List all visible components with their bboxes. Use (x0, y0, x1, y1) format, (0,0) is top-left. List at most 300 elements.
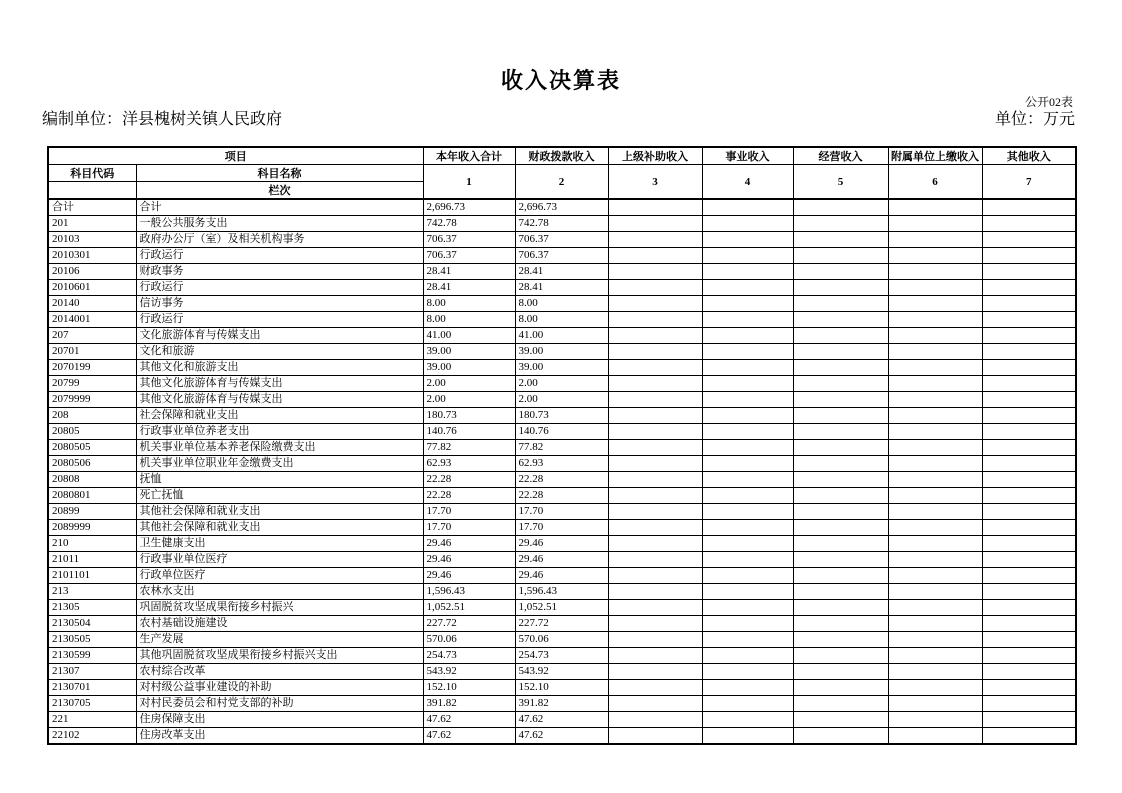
value-cell (608, 472, 702, 488)
subject-code-cell: 21011 (48, 552, 136, 568)
value-cell (608, 296, 702, 312)
table-body (48, 199, 1076, 744)
value-cell (982, 584, 1076, 600)
value-cell (793, 199, 888, 216)
value-cell: 2,696.73 (423, 199, 515, 216)
table-row (48, 472, 1076, 488)
header-subject-code: 科目代码 (48, 165, 136, 182)
table-row (48, 424, 1076, 440)
value-cell (888, 328, 982, 344)
subject-name-cell: 行政单位医疗 (136, 568, 423, 584)
value-cell (888, 424, 982, 440)
header-empty-cell (48, 182, 136, 200)
subject-code-cell: 2080505 (48, 440, 136, 456)
value-cell: 227.72 (423, 616, 515, 632)
value-cell: 62.93 (423, 456, 515, 472)
value-cell: 39.00 (515, 360, 608, 376)
subject-name-cell: 住房保障支出 (136, 712, 423, 728)
subject-code-cell: 20106 (48, 264, 136, 280)
subject-name-cell: 其他社会保障和就业支出 (136, 520, 423, 536)
subject-name-cell: 一般公共服务支出 (136, 216, 423, 232)
value-cell: 39.00 (515, 344, 608, 360)
value-cell: 706.37 (423, 248, 515, 264)
value-cell: 254.73 (515, 648, 608, 664)
value-cell (888, 632, 982, 648)
value-cell: 28.41 (515, 280, 608, 296)
value-cell (982, 199, 1076, 216)
value-cell: 28.41 (515, 264, 608, 280)
subject-code-cell: 213 (48, 584, 136, 600)
table-row (48, 360, 1076, 376)
value-cell: 742.78 (515, 216, 608, 232)
value-cell (608, 424, 702, 440)
value-cell: 77.82 (423, 440, 515, 456)
value-cell: 2,696.73 (515, 199, 608, 216)
table-row (48, 600, 1076, 616)
value-cell (793, 648, 888, 664)
value-cell: 29.46 (515, 536, 608, 552)
value-cell (608, 552, 702, 568)
value-cell (702, 232, 793, 248)
subject-name-cell: 巩固脱贫攻坚成果衔接乡村振兴 (136, 600, 423, 616)
header-col-index-6: 6 (888, 165, 982, 200)
value-cell (982, 408, 1076, 424)
value-cell (702, 376, 793, 392)
value-cell (608, 248, 702, 264)
value-cell (608, 600, 702, 616)
value-cell (608, 264, 702, 280)
value-cell (982, 616, 1076, 632)
unit-label: 单位：万元 (994, 111, 1075, 128)
subject-name-cell: 生产发展 (136, 632, 423, 648)
value-cell (982, 504, 1076, 520)
subject-name-cell: 抚恤 (136, 472, 423, 488)
value-cell (982, 440, 1076, 456)
table-row (48, 440, 1076, 456)
subject-code-cell: 210 (48, 536, 136, 552)
subject-name-cell: 住房改革支出 (136, 728, 423, 745)
value-cell: 140.76 (515, 424, 608, 440)
value-cell (982, 696, 1076, 712)
subject-name-cell: 文化和旅游 (136, 344, 423, 360)
value-cell (793, 536, 888, 552)
header-col-business-income: 经营收入 (793, 147, 888, 165)
header-col-fiscal-appropriation: 财政拨款收入 (515, 147, 608, 165)
value-cell: 543.92 (515, 664, 608, 680)
value-cell (793, 296, 888, 312)
value-cell (702, 520, 793, 536)
value-cell (608, 328, 702, 344)
value-cell (608, 376, 702, 392)
value-cell (888, 216, 982, 232)
value-cell (888, 344, 982, 360)
compiling-unit-label: 编制单位：洋县槐树关镇人民政府 (42, 111, 283, 128)
value-cell (888, 312, 982, 328)
value-cell (793, 728, 888, 745)
value-cell (608, 536, 702, 552)
header-col-index-3: 3 (608, 165, 702, 200)
value-cell (982, 600, 1076, 616)
subject-name-cell: 行政事业单位养老支出 (136, 424, 423, 440)
subject-code-cell: 207 (48, 328, 136, 344)
value-cell (793, 616, 888, 632)
subject-code-cell: 20701 (48, 344, 136, 360)
subject-code-cell: 21307 (48, 664, 136, 680)
value-cell (702, 632, 793, 648)
value-cell (608, 648, 702, 664)
value-cell (793, 584, 888, 600)
subject-name-cell: 其他巩固脱贫攻坚成果衔接乡村振兴支出 (136, 648, 423, 664)
subject-name-cell: 农林水支出 (136, 584, 423, 600)
value-cell (702, 440, 793, 456)
value-cell: 47.62 (515, 728, 608, 745)
value-cell (888, 552, 982, 568)
page-title: 收入决算表 (500, 68, 621, 93)
value-cell (888, 199, 982, 216)
value-cell: 39.00 (423, 360, 515, 376)
value-cell (982, 552, 1076, 568)
value-cell: 152.10 (423, 680, 515, 696)
value-cell (702, 552, 793, 568)
value-cell: 22.28 (515, 472, 608, 488)
value-cell (793, 232, 888, 248)
subject-code-cell: 2010601 (48, 280, 136, 296)
table-row (48, 504, 1076, 520)
value-cell: 391.82 (515, 696, 608, 712)
value-cell (793, 456, 888, 472)
subject-code-cell: 20899 (48, 504, 136, 520)
value-cell (982, 424, 1076, 440)
subject-name-cell: 行政运行 (136, 312, 423, 328)
subject-name-cell: 对村级公益事业建设的补助 (136, 680, 423, 696)
value-cell (982, 472, 1076, 488)
value-cell (888, 728, 982, 745)
value-cell (793, 504, 888, 520)
subject-name-cell: 行政运行 (136, 248, 423, 264)
value-cell: 29.46 (515, 568, 608, 584)
value-cell: 140.76 (423, 424, 515, 440)
header-col-index-5: 5 (793, 165, 888, 200)
value-cell: 570.06 (423, 632, 515, 648)
info-line (42, 106, 1075, 129)
table-row (48, 488, 1076, 504)
value-cell (982, 248, 1076, 264)
subject-name-cell: 行政运行 (136, 280, 423, 296)
value-cell: 77.82 (515, 440, 608, 456)
header-row-titles (48, 147, 1076, 165)
subject-code-cell: 20805 (48, 424, 136, 440)
subject-name-cell: 政府办公厅（室）及相关机构事务 (136, 232, 423, 248)
value-cell: 22.28 (515, 488, 608, 504)
value-cell (702, 648, 793, 664)
value-cell (608, 664, 702, 680)
value-cell (982, 312, 1076, 328)
header-col-index-7: 7 (982, 165, 1076, 200)
value-cell (888, 376, 982, 392)
value-cell (793, 360, 888, 376)
header-col-index-2: 2 (515, 165, 608, 200)
value-cell (982, 296, 1076, 312)
value-cell: 8.00 (515, 296, 608, 312)
table-row (48, 296, 1076, 312)
value-cell: 2.00 (423, 392, 515, 408)
table-row (48, 712, 1076, 728)
value-cell: 391.82 (423, 696, 515, 712)
value-cell (608, 408, 702, 424)
subject-name-cell: 农村基础设施建设 (136, 616, 423, 632)
value-cell (793, 280, 888, 296)
value-cell (702, 584, 793, 600)
table-row (48, 632, 1076, 648)
value-cell (608, 232, 702, 248)
table-row (48, 216, 1076, 232)
table-row (48, 392, 1076, 408)
value-cell (982, 648, 1076, 664)
value-cell (982, 712, 1076, 728)
subject-code-cell: 合计 (48, 199, 136, 216)
value-cell (608, 616, 702, 632)
value-cell (888, 712, 982, 728)
header-col-current-year-total: 本年收入合计 (423, 147, 515, 165)
value-cell (608, 584, 702, 600)
subject-name-cell: 财政事务 (136, 264, 423, 280)
value-cell (702, 504, 793, 520)
value-cell (702, 616, 793, 632)
value-cell (982, 232, 1076, 248)
value-cell: 29.46 (515, 552, 608, 568)
value-cell: 41.00 (423, 328, 515, 344)
header-col-index-1: 1 (423, 165, 515, 200)
value-cell (608, 680, 702, 696)
value-cell (982, 344, 1076, 360)
subject-code-cell: 2101101 (48, 568, 136, 584)
value-cell (702, 424, 793, 440)
value-cell (793, 568, 888, 584)
value-cell (702, 488, 793, 504)
value-cell: 47.62 (515, 712, 608, 728)
table-row (48, 664, 1076, 680)
value-cell: 17.70 (423, 504, 515, 520)
value-cell: 570.06 (515, 632, 608, 648)
subject-code-cell: 2130504 (48, 616, 136, 632)
value-cell (793, 520, 888, 536)
value-cell: 47.62 (423, 712, 515, 728)
header-subject-name: 科目名称 (136, 165, 423, 182)
value-cell (702, 712, 793, 728)
value-cell (793, 392, 888, 408)
subject-code-cell: 201 (48, 216, 136, 232)
value-cell (608, 199, 702, 216)
header-col-other-income: 其他收入 (982, 147, 1076, 165)
subject-name-cell: 合计 (136, 199, 423, 216)
value-cell: 22.28 (423, 488, 515, 504)
subject-code-cell: 20140 (48, 296, 136, 312)
value-cell (982, 664, 1076, 680)
value-cell (702, 199, 793, 216)
value-cell (608, 504, 702, 520)
revenue-table (47, 146, 1077, 745)
subject-name-cell: 农村综合改革 (136, 664, 423, 680)
subject-code-cell: 20103 (48, 232, 136, 248)
table-row (48, 232, 1076, 248)
table-row (48, 376, 1076, 392)
table-row (48, 552, 1076, 568)
table-row (48, 680, 1076, 696)
table-row (48, 568, 1076, 584)
value-cell: 2.00 (515, 376, 608, 392)
subject-name-cell: 死亡抚恤 (136, 488, 423, 504)
table-row (48, 456, 1076, 472)
value-cell (702, 248, 793, 264)
subject-code-cell: 2010301 (48, 248, 136, 264)
subject-name-cell: 信访事务 (136, 296, 423, 312)
value-cell (888, 584, 982, 600)
value-cell (982, 376, 1076, 392)
value-cell (888, 648, 982, 664)
value-cell (888, 664, 982, 680)
value-cell (702, 264, 793, 280)
subject-name-cell: 社会保障和就业支出 (136, 408, 423, 424)
subject-name-cell: 卫生健康支出 (136, 536, 423, 552)
header-project: 项目 (48, 147, 423, 165)
value-cell (702, 216, 793, 232)
value-cell (702, 728, 793, 745)
value-cell (793, 552, 888, 568)
subject-code-cell: 2070199 (48, 360, 136, 376)
value-cell (888, 680, 982, 696)
value-cell (608, 312, 702, 328)
value-cell (982, 328, 1076, 344)
subject-name-cell: 机关事业单位职业年金缴费支出 (136, 456, 423, 472)
value-cell (608, 520, 702, 536)
value-cell (702, 328, 793, 344)
value-cell (702, 296, 793, 312)
value-cell: 180.73 (423, 408, 515, 424)
subject-code-cell: 2130705 (48, 696, 136, 712)
value-cell (793, 680, 888, 696)
value-cell (702, 312, 793, 328)
value-cell (982, 392, 1076, 408)
value-cell (793, 696, 888, 712)
table-row (48, 264, 1076, 280)
table-row (48, 520, 1076, 536)
subject-code-cell: 2089999 (48, 520, 136, 536)
value-cell (793, 216, 888, 232)
table-row (48, 199, 1076, 216)
value-cell (888, 248, 982, 264)
subject-code-cell: 2130701 (48, 680, 136, 696)
value-cell (702, 408, 793, 424)
value-cell (982, 280, 1076, 296)
value-cell: 1,052.51 (423, 600, 515, 616)
value-cell (888, 408, 982, 424)
header-col-affiliated-unit-payment: 附属单位上缴收入 (888, 147, 982, 165)
subject-code-cell: 2080801 (48, 488, 136, 504)
value-cell: 17.70 (515, 504, 608, 520)
value-cell (888, 536, 982, 552)
value-cell: 1,596.43 (515, 584, 608, 600)
value-cell (608, 360, 702, 376)
value-cell (793, 440, 888, 456)
value-cell (793, 264, 888, 280)
value-cell (608, 696, 702, 712)
value-cell: 29.46 (423, 536, 515, 552)
value-cell (888, 616, 982, 632)
subject-code-cell: 2130505 (48, 632, 136, 648)
value-cell (702, 392, 793, 408)
value-cell (982, 264, 1076, 280)
value-cell (982, 728, 1076, 745)
subject-code-cell: 208 (48, 408, 136, 424)
value-cell: 543.92 (423, 664, 515, 680)
value-cell: 8.00 (423, 296, 515, 312)
value-cell: 1,596.43 (423, 584, 515, 600)
subject-code-cell: 20799 (48, 376, 136, 392)
value-cell (982, 568, 1076, 584)
value-cell: 29.46 (423, 552, 515, 568)
value-cell (888, 504, 982, 520)
value-cell (702, 696, 793, 712)
value-cell (702, 472, 793, 488)
table-row (48, 312, 1076, 328)
table-row (48, 536, 1076, 552)
value-cell (982, 680, 1076, 696)
value-cell (608, 456, 702, 472)
value-cell (982, 536, 1076, 552)
value-cell (793, 472, 888, 488)
value-cell (982, 488, 1076, 504)
value-cell (982, 360, 1076, 376)
value-cell: 706.37 (423, 232, 515, 248)
subject-code-cell: 21305 (48, 600, 136, 616)
value-cell (702, 456, 793, 472)
value-cell (608, 488, 702, 504)
subject-name-cell: 其他文化旅游体育与传媒支出 (136, 392, 423, 408)
value-cell (888, 392, 982, 408)
value-cell: 2.00 (423, 376, 515, 392)
header-col-superior-subsidy: 上级补助收入 (608, 147, 702, 165)
value-cell (793, 248, 888, 264)
subject-name-cell: 机关事业单位基本养老保险缴费支出 (136, 440, 423, 456)
value-cell (888, 568, 982, 584)
value-cell: 17.70 (423, 520, 515, 536)
table-row (48, 280, 1076, 296)
subject-code-cell: 20808 (48, 472, 136, 488)
value-cell: 2.00 (515, 392, 608, 408)
table-header (48, 147, 1076, 199)
value-cell (702, 680, 793, 696)
value-cell (608, 440, 702, 456)
value-cell: 28.41 (423, 280, 515, 296)
value-cell: 227.72 (515, 616, 608, 632)
value-cell (793, 712, 888, 728)
value-cell (888, 440, 982, 456)
value-cell (608, 392, 702, 408)
value-cell: 39.00 (423, 344, 515, 360)
value-cell (608, 568, 702, 584)
subject-code-cell: 22102 (48, 728, 136, 745)
value-cell: 742.78 (423, 216, 515, 232)
value-cell: 28.41 (423, 264, 515, 280)
value-cell (888, 600, 982, 616)
value-cell (702, 664, 793, 680)
header-col-index-4: 4 (702, 165, 793, 200)
table-row (48, 728, 1076, 745)
value-cell (888, 296, 982, 312)
header-col-operating-income: 事业收入 (702, 147, 793, 165)
value-cell (702, 536, 793, 552)
value-cell: 17.70 (515, 520, 608, 536)
